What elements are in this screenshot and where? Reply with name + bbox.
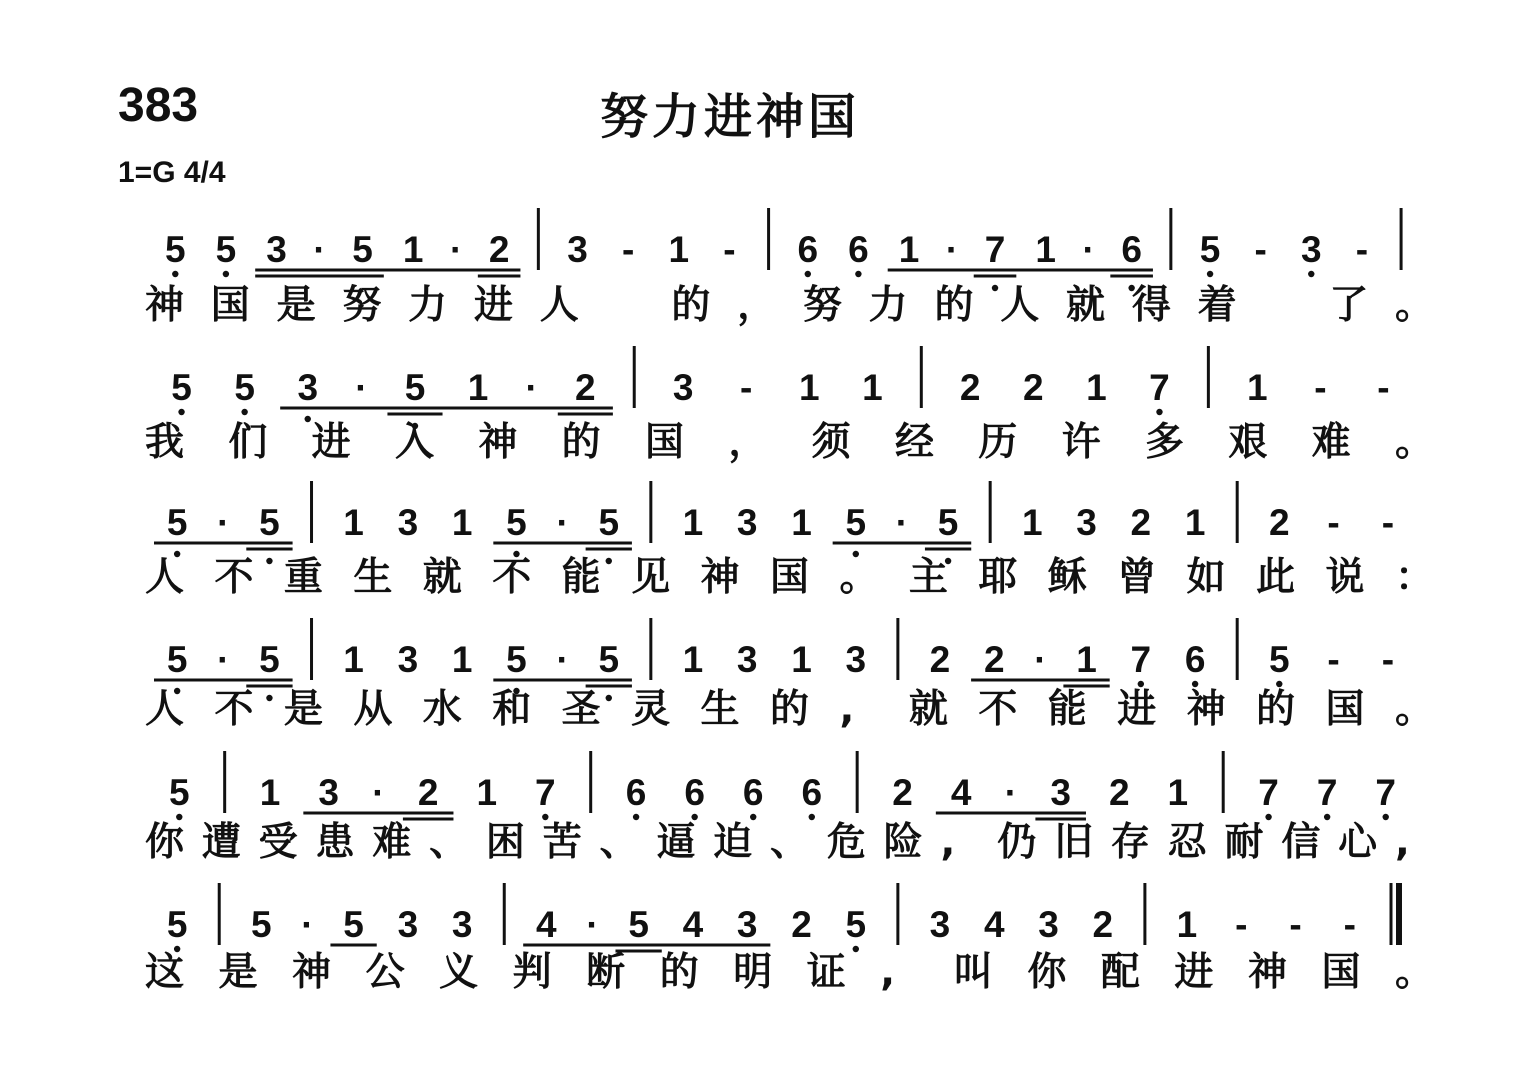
note: 1 (682, 502, 704, 543)
note: 2 (791, 904, 812, 945)
lyric-char: 你 (145, 820, 185, 865)
hymn-title: 努力进神国 (600, 89, 861, 145)
lyric-char: 许 (1061, 420, 1101, 465)
note: 3 (1038, 904, 1059, 945)
lyric-char: 。 (1395, 687, 1435, 732)
note: 5 (404, 367, 426, 408)
lyric-char: 公 (365, 950, 405, 995)
note: 5 (251, 904, 272, 945)
note: 7 (1258, 772, 1279, 813)
lyric-char: 生 (700, 687, 740, 732)
lyric-char: 危 (826, 820, 866, 865)
dot: · (372, 772, 385, 813)
dot: · (556, 502, 569, 543)
lyric-char: 的 (671, 283, 711, 328)
note: 3 (736, 904, 758, 945)
note: 5 (598, 639, 620, 680)
note: 1 (1021, 502, 1043, 543)
dot: · (525, 367, 538, 408)
note: 5 (628, 904, 649, 945)
note: 6 (797, 229, 819, 270)
note: 5 (166, 502, 188, 543)
lyric-char: 不 (214, 687, 254, 732)
note: 1 (668, 229, 690, 270)
note: 7 (1130, 639, 1152, 680)
lyric-char: 此 (1256, 555, 1296, 600)
note: 2 (488, 229, 510, 270)
note: 1 (402, 229, 424, 270)
lyric-char: 得 (1131, 283, 1171, 328)
low-octave-dot (855, 271, 861, 277)
lyric-char: 遭 (201, 820, 241, 865)
note: 5 (506, 639, 527, 680)
low-octave-dot (241, 409, 247, 415)
lyric-char: 进 (1117, 687, 1157, 732)
low-octave-dot (809, 814, 815, 820)
lyric-char: 神 (1186, 687, 1226, 732)
lyric-char: 耶 (978, 555, 1018, 600)
note: 3 (567, 229, 588, 270)
lyric-char: 历 (978, 420, 1018, 465)
low-octave-dot (1156, 409, 1162, 415)
lyric-char: 是 (218, 950, 258, 995)
lyric-char: 逼 (656, 820, 696, 865)
lyric-char: 能 (561, 555, 601, 600)
note: 1 (1167, 772, 1189, 813)
note: 6 (801, 772, 823, 813)
note: 5 (506, 502, 527, 543)
lyric-char: ， (737, 283, 777, 328)
lyric-char: 曾 (1117, 555, 1157, 600)
lyric-char: 险 (883, 820, 923, 865)
note: 1 (799, 367, 820, 408)
lyric-char: 患 (315, 820, 355, 865)
lyric-char: 耐 (1224, 820, 1264, 865)
note: 6 (848, 229, 869, 270)
dash: - (1235, 904, 1248, 945)
note: 5 (234, 367, 255, 408)
dot: · (1082, 229, 1095, 270)
lyric-char: 国 (1321, 950, 1361, 995)
lyric-char: 你 (1027, 950, 1067, 995)
dash: - (1289, 904, 1302, 945)
note: 3 (1050, 772, 1071, 813)
lyric-char: 明 (733, 950, 773, 995)
note: 2 (575, 367, 596, 408)
note: 1 (451, 502, 473, 543)
low-octave-dot (1265, 814, 1271, 820)
lyric-char: 的 (659, 950, 699, 995)
dash: - (1355, 229, 1369, 270)
note: 1 (1086, 367, 1107, 408)
lyric-char: 。 (1395, 283, 1435, 328)
note: 5 (352, 229, 373, 270)
low-octave-dot (606, 695, 612, 701)
lyric-char: 重 (283, 555, 323, 600)
note: 5 (259, 639, 280, 680)
note: 3 (1076, 502, 1097, 543)
lyric-char: 人 (539, 283, 579, 328)
dash: - (1381, 502, 1395, 543)
note: 3 (451, 904, 473, 945)
dash: - (740, 367, 753, 408)
note: 5 (166, 639, 188, 680)
dot: · (586, 904, 599, 945)
lyric-char: 进 (1174, 950, 1214, 995)
note: 1 (343, 639, 364, 680)
note: 2 (959, 367, 981, 408)
note: 1 (451, 639, 473, 680)
low-octave-dot (805, 271, 811, 277)
note: 6 (625, 772, 647, 813)
lyric-char: 叫 (953, 950, 993, 995)
note: 5 (171, 367, 192, 408)
lyric-char: 是 (276, 283, 316, 328)
lyric-char: 难 (1311, 420, 1351, 465)
lyric-char: 的 (1256, 687, 1296, 732)
lyric-char: 配 (1100, 950, 1140, 995)
lyric-char: 信 (1281, 820, 1321, 865)
lyric-char: 努 (342, 283, 382, 328)
low-octave-dot (172, 271, 178, 277)
dash: - (1377, 367, 1390, 408)
lyric-char: 人 (145, 687, 185, 732)
lyric-char: 力 (408, 283, 448, 328)
lyric-char: 艰 (1228, 420, 1268, 465)
note: 1 (1076, 639, 1097, 680)
lyric-char: 神 (700, 555, 740, 600)
note: 3 (397, 904, 419, 945)
lyric-char: 须 (811, 420, 851, 465)
note: 3 (845, 639, 867, 680)
lyric-char: 迫 (713, 820, 753, 865)
dash: - (1343, 904, 1357, 945)
low-octave-dot (606, 558, 612, 564)
lyric-char: 。 (1395, 420, 1435, 465)
note: 1 (1035, 229, 1056, 270)
note: 2 (1023, 367, 1044, 408)
lyric-char: 人 (145, 555, 185, 600)
lyric-char: 能 (1047, 687, 1087, 732)
lyric-char (606, 283, 645, 328)
lyric-char: 不 (214, 555, 254, 600)
dot: · (217, 639, 230, 680)
dash: - (622, 229, 635, 270)
dash: - (1327, 502, 1340, 543)
lyric-char: 了 (1329, 283, 1369, 328)
dash: - (723, 229, 736, 270)
note: 1 (898, 229, 920, 270)
note: 1 (1184, 502, 1206, 543)
note: 1 (791, 639, 812, 680)
low-octave-dot (992, 285, 998, 291)
lyric-char: 神 (145, 283, 185, 328)
note: 5 (845, 502, 867, 543)
note: 3 (397, 502, 419, 543)
note: 5 (168, 772, 190, 813)
note: 2 (1092, 904, 1114, 945)
note: 7 (1149, 367, 1170, 408)
dash: - (1314, 367, 1327, 408)
lyric-char: 。 (1395, 950, 1435, 995)
note: 5 (845, 904, 867, 945)
lyric-char: 义 (439, 950, 479, 995)
note: 4 (682, 904, 704, 945)
note: 5 (259, 502, 280, 543)
low-octave-dot (305, 416, 311, 422)
lyric-char: 和 (492, 687, 532, 732)
dash: - (1254, 229, 1267, 270)
lyric-char: 断 (586, 950, 626, 995)
dot: · (1004, 772, 1018, 813)
note: 2 (1268, 502, 1290, 543)
note: 7 (1316, 772, 1338, 813)
dash: - (1327, 639, 1340, 680)
note: 6 (684, 772, 705, 813)
lyric-char: 如 (1186, 555, 1226, 600)
lyric-char: 。 (839, 555, 879, 600)
lyric-char: 们 (228, 420, 268, 465)
note: 5 (166, 904, 188, 945)
lyric-char: 神 (292, 950, 332, 995)
low-octave-dot (1308, 271, 1314, 277)
note: 1 (682, 639, 704, 680)
lyric-char: 多 (1145, 420, 1185, 465)
note: 3 (318, 772, 339, 813)
lyric-char: 见 (631, 555, 671, 600)
note: 1 (343, 502, 364, 543)
key-signature: 1=G 4/4 (118, 156, 226, 189)
note: 7 (984, 229, 1006, 270)
lyric-char: 、 (599, 820, 639, 865)
lyric-char: 主 (908, 555, 948, 600)
note: 3 (397, 639, 419, 680)
hymn-number: 383 (118, 79, 199, 132)
note: 3 (266, 229, 287, 270)
low-octave-dot (1207, 271, 1213, 277)
dot: · (945, 229, 959, 270)
dot: · (301, 904, 314, 945)
lyric-char: 进 (473, 283, 513, 328)
note: 1 (1246, 367, 1268, 408)
lyric-char: 国 (645, 420, 685, 465)
lyric-char: 经 (895, 420, 935, 465)
note: 2 (983, 639, 1005, 680)
lyric-char: 水 (422, 687, 462, 732)
low-octave-dot (1383, 814, 1389, 820)
lyric-char: 人 (1000, 283, 1040, 328)
lyric-char: 生 (353, 555, 393, 600)
lyric-char: 国 (1325, 687, 1365, 732)
lyric-char: 国 (770, 555, 810, 600)
lyric-char: 从 (353, 687, 393, 732)
note: 2 (1108, 772, 1130, 813)
lyric-char: 的 (770, 687, 810, 732)
note: 3 (1300, 229, 1322, 270)
note: 1 (467, 367, 489, 408)
lyric-char: 、 (429, 820, 469, 865)
lyric-char: 的 (934, 283, 974, 328)
lyric-char: 我 (145, 420, 185, 465)
note: 3 (736, 502, 758, 543)
note: 5 (937, 502, 959, 543)
note: 5 (215, 229, 237, 270)
lyric-char: , (839, 687, 855, 732)
note: 5 (343, 904, 364, 945)
dot: · (355, 367, 368, 408)
lyric-char: 旧 (1054, 820, 1094, 865)
note: 1 (1176, 904, 1198, 945)
note: 5 (1268, 639, 1290, 680)
low-octave-dot (853, 946, 859, 952)
note: 7 (1375, 772, 1397, 813)
lyric-char: 困 (485, 820, 525, 865)
note: 5 (165, 229, 186, 270)
note: 4 (983, 904, 1005, 945)
note: 4 (950, 772, 972, 813)
lyric-char: 就 (1066, 283, 1106, 328)
lyric-char: 、 (770, 820, 810, 865)
lyric-char: 忍 (1167, 820, 1207, 865)
lyric-char: 仍 (997, 820, 1037, 865)
low-octave-dot (223, 271, 229, 277)
note: 1 (862, 367, 883, 408)
lyric-char: 难 (372, 820, 412, 865)
note: 2 (892, 772, 913, 813)
lyric-char: 入 (395, 420, 435, 465)
lyric-char (1263, 283, 1302, 328)
note: 6 (742, 772, 764, 813)
lyric-char: 判 (512, 950, 552, 995)
lyric-char: , (880, 950, 896, 995)
low-octave-dot (266, 695, 272, 701)
note: 1 (259, 772, 281, 813)
low-octave-dot (1324, 814, 1330, 820)
note: 7 (535, 772, 556, 813)
lyric-char: , (1395, 820, 1410, 865)
lyric-char: 圣 (561, 687, 601, 732)
lyric-char: ， (728, 420, 768, 465)
note: 3 (929, 904, 951, 945)
lyric-char: , (940, 820, 956, 865)
note: 1 (791, 502, 812, 543)
lyric-char: 是 (283, 687, 323, 732)
dot: · (556, 639, 569, 680)
lyric-char: 神 (478, 420, 518, 465)
note: 6 (1184, 639, 1206, 680)
lyric-char: 国 (210, 283, 250, 328)
note: 2 (929, 639, 951, 680)
lyric-char: 不 (492, 555, 532, 600)
lyric-char: 就 (422, 555, 462, 600)
note: 2 (1130, 502, 1152, 543)
note: 3 (736, 639, 758, 680)
note: 1 (476, 772, 498, 813)
lyric-char: 证 (806, 950, 846, 995)
lyric-char: 不 (978, 687, 1018, 732)
low-octave-dot (266, 558, 272, 564)
note: 5 (1199, 229, 1221, 270)
lyric-char: 努 (802, 283, 842, 328)
lyric-char: 灵 (631, 687, 671, 732)
lyric-char: 力 (868, 283, 908, 328)
lyric-char: 进 (311, 420, 351, 465)
note: 6 (1121, 229, 1142, 270)
dot: · (895, 502, 909, 543)
note: 5 (598, 502, 620, 543)
lyric-char: 说 (1325, 555, 1365, 600)
note: 4 (536, 904, 557, 945)
lyric-char: 苦 (542, 820, 582, 865)
note: 3 (672, 367, 694, 408)
note: 3 (297, 367, 319, 408)
dot: · (217, 502, 230, 543)
low-octave-dot (178, 409, 184, 415)
lyric-char: 的 (561, 420, 601, 465)
lyric-char: 稣 (1047, 555, 1087, 600)
dot: · (449, 229, 463, 270)
dash: - (1381, 639, 1395, 680)
lyric-char: 就 (908, 687, 948, 732)
lyric-char: 心 (1338, 820, 1378, 865)
lyric-char: 着 (1197, 283, 1237, 328)
dot: · (313, 229, 326, 270)
lyric-char: 这 (145, 950, 185, 995)
lyric-char: 受 (258, 820, 298, 865)
lyric-char: 存 (1110, 820, 1150, 865)
lyric-char: ： (1395, 555, 1435, 600)
note: 2 (417, 772, 439, 813)
dot: · (1034, 639, 1047, 680)
lyric-char: 神 (1247, 950, 1287, 995)
